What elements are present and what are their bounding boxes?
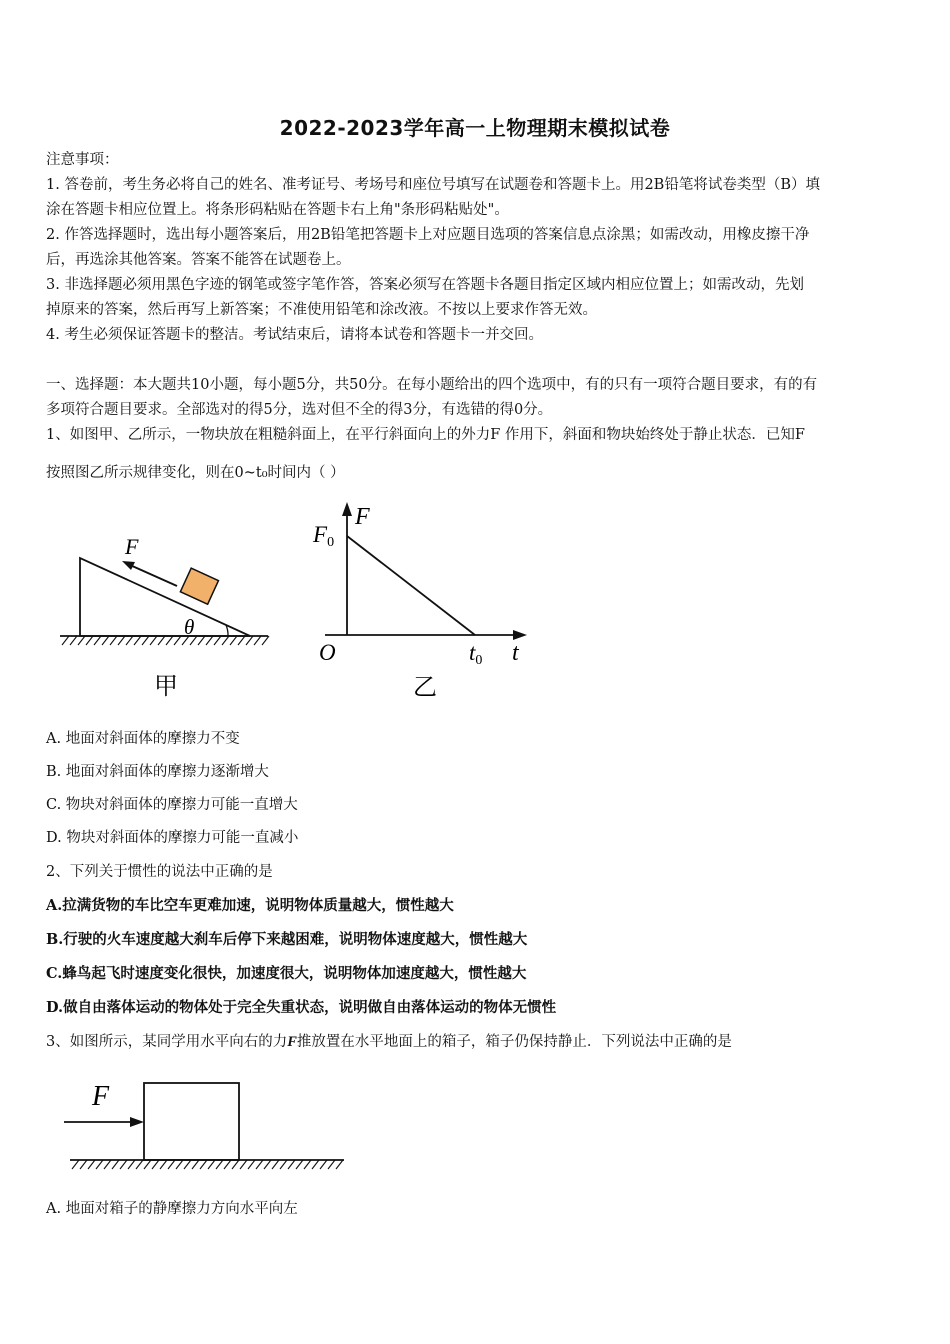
hatch-mark	[216, 1160, 223, 1169]
hatch-mark	[120, 1160, 127, 1169]
q2-option-c: C.蜂鸟起飞时速度变化很快，加速度很大，说明物体加速度越大，惯性越大	[46, 965, 527, 982]
y-tick-sub: 0	[327, 535, 335, 550]
q2-option-b: B.行驶的火车速度越大刹车后停下来越困难，说明物体速度越大，惯性越大	[46, 931, 528, 948]
notice-line-3b: 掉原来的答案，然后再写上新答案；不准使用铅笔和涂改液。不按以上要求作答无效。	[46, 302, 597, 318]
notice-line-1b: 涂在答题卡相应位置上。将条形码粘贴在答题卡右上角"条形码粘贴处"。	[46, 202, 509, 218]
hatch-mark	[110, 636, 117, 645]
y-axis-arrow	[342, 502, 352, 516]
q3-stem-force: F	[287, 1034, 297, 1050]
q3-option-a: A. 地面对箱子的静摩擦力方向水平向左	[46, 1201, 298, 1217]
notice-line-1a: 1. 答卷前，考生务必将自己的姓名、准考证号、考场号和座位号填写在试题卷和答题卡上。用2B铅笔将试卷类型（B）填	[46, 177, 820, 193]
notice-line-3a: 3. 非选择题必须用黑色字迹的钢笔或签字笔作答，答案必须写在答题卡各题目指定区域内相应位置上；如需改动，先划	[46, 277, 804, 293]
hatch-mark	[62, 636, 69, 645]
q1-option-c: C. 物块对斜面体的摩擦力可能一直增大	[46, 797, 298, 813]
hatch-mark	[264, 1160, 271, 1169]
x-axis-label: t	[512, 640, 519, 666]
hatch-mark	[158, 636, 165, 645]
caption-yi: 乙	[413, 675, 437, 701]
hatch-mark	[230, 636, 237, 645]
q3-figure	[60, 1075, 350, 1175]
hatch-mark	[136, 1160, 143, 1169]
hatch-mark	[312, 1160, 319, 1169]
hatch-mark	[152, 1160, 159, 1169]
hatch-mark	[88, 1160, 95, 1169]
block	[180, 568, 218, 604]
y-axis-label: F	[355, 504, 370, 530]
hatch-mark	[184, 1160, 191, 1169]
hatch-mark	[320, 1160, 327, 1169]
hatch-mark	[214, 636, 221, 645]
incline	[80, 558, 250, 636]
hatch-mark	[328, 1160, 335, 1169]
hatch-mark	[86, 636, 93, 645]
hatch-mark	[200, 1160, 207, 1169]
hatch-mark	[166, 636, 173, 645]
hatch-mark	[254, 636, 261, 645]
origin-label: O	[319, 640, 336, 665]
hatch-mark	[118, 636, 125, 645]
hatch-mark	[168, 1160, 175, 1169]
hatch-mark	[96, 1160, 103, 1169]
hatch-mark	[262, 636, 269, 645]
q1-option-b: B. 地面对斜面体的摩擦力逐渐增大	[46, 764, 269, 780]
hatch-mark	[70, 636, 77, 645]
hatch-mark	[198, 636, 205, 645]
hatch-mark	[174, 636, 181, 645]
hatch-mark	[248, 1160, 255, 1169]
hatch-mark	[94, 636, 101, 645]
angle-label: θ	[184, 615, 195, 639]
hatch-mark	[142, 636, 149, 645]
q1-figure-jia	[50, 528, 280, 703]
hatch-mark	[192, 1160, 199, 1169]
section-intro-line-1: 一、选择题：本大题共10小题，每小题5分，共50分。在每小题给出的四个选项中，有的只有一项符合题目要求，有的有	[46, 377, 818, 393]
hatch-mark	[232, 1160, 239, 1169]
hatch-mark	[112, 1160, 119, 1169]
hatch-mark	[272, 1160, 279, 1169]
notice-heading: 注意事项：	[46, 152, 119, 168]
notice-line-4: 4. 考生必须保证答题卡的整洁。考试结束后，请将本试卷和答题卡一并交回。	[46, 327, 543, 343]
hatch-mark	[134, 636, 141, 645]
hatch-mark	[208, 1160, 215, 1169]
hatch-mark	[72, 1160, 79, 1169]
hatch-mark	[126, 636, 133, 645]
hatch-mark	[176, 1160, 183, 1169]
q3-stem-a: 3、如图所示，某同学用水平向右的力	[46, 1034, 288, 1050]
hatch-mark	[150, 636, 157, 645]
hatch-mark	[222, 636, 229, 645]
q2-option-a: A.拉满货物的车比空车更难加速，说明物体质量越大，惯性越大	[46, 897, 454, 914]
hatch-mark	[288, 1160, 295, 1169]
hatch-mark	[336, 1160, 343, 1169]
ground-hatch-marks	[72, 1160, 343, 1169]
q3-stem-b: 推放置在水平地面上的箱子，箱子仍保持静止．下列说法中正确的是	[296, 1034, 732, 1050]
caption-jia: 甲	[154, 674, 178, 700]
q1-option-d: D. 物块对斜面体的摩擦力可能一直减小	[46, 830, 299, 846]
hatch-mark	[296, 1160, 303, 1169]
hatch-mark	[206, 636, 213, 645]
hatch-mark	[246, 636, 253, 645]
q3-stem	[46, 1031, 732, 1053]
q1-option-a: A. 地面对斜面体的摩擦力不变	[46, 731, 240, 747]
q2-option-d: D.做自由落体运动的物体处于完全失重状态，说明做自由落体运动的物体无惯性	[46, 999, 557, 1016]
q1-stem-line-1: 1、如图甲、乙所示，一物块放在粗糙斜面上，在平行斜面向上的外力F 作用下，斜面和物块始终处于静止状态．已知F	[46, 427, 805, 443]
x-tick-label	[469, 640, 482, 668]
notice-line-2a: 2. 作答选择题时，选出每小题答案后，用2B铅笔把答题卡上对应题目选项的答案信息点涂黑；如需改动，用橡皮擦干净	[46, 227, 810, 243]
f-t-line	[347, 536, 475, 635]
push-force-label: F	[92, 1081, 110, 1112]
push-force-arrow-head	[130, 1117, 144, 1127]
q1-stem-line-2: 按照图乙所示规律变化，则在0~t₀时间内（ ）	[46, 465, 345, 481]
y-tick-main: F	[313, 522, 328, 547]
hatch-mark	[144, 1160, 151, 1169]
notice-line-2b: 后，再选涂其他答案。答案不能答在试题卷上。	[46, 252, 351, 268]
page-title: 2022-2023学年高一上物理期末模拟试卷	[279, 116, 671, 140]
x-tick-main: t	[469, 640, 476, 665]
hatch-mark	[280, 1160, 287, 1169]
hatch-mark	[256, 1160, 263, 1169]
force-arrow-head	[122, 561, 135, 570]
ground-hatch-marks	[62, 636, 269, 645]
hatch-mark	[238, 636, 245, 645]
force-label: F	[125, 534, 139, 559]
hatch-mark	[80, 1160, 87, 1169]
y-tick-label	[312, 522, 334, 550]
box	[144, 1083, 239, 1160]
hatch-mark	[78, 636, 85, 645]
hatch-mark	[240, 1160, 247, 1169]
force-arrow	[130, 565, 177, 586]
hatch-mark	[102, 636, 109, 645]
q2-stem: 2、下列关于惯性的说法中正确的是	[46, 864, 273, 880]
section-intro-line-2: 多项符合题目要求。全部选对的得5分，选对但不全的得3分，有选错的得0分。	[46, 402, 553, 418]
hatch-mark	[160, 1160, 167, 1169]
x-axis-arrow	[513, 630, 527, 640]
x-tick-sub: 0	[475, 653, 483, 668]
hatch-mark	[304, 1160, 311, 1169]
q1-figure-yi	[305, 500, 540, 705]
hatch-mark	[128, 1160, 135, 1169]
hatch-mark	[224, 1160, 231, 1169]
hatch-mark	[104, 1160, 111, 1169]
